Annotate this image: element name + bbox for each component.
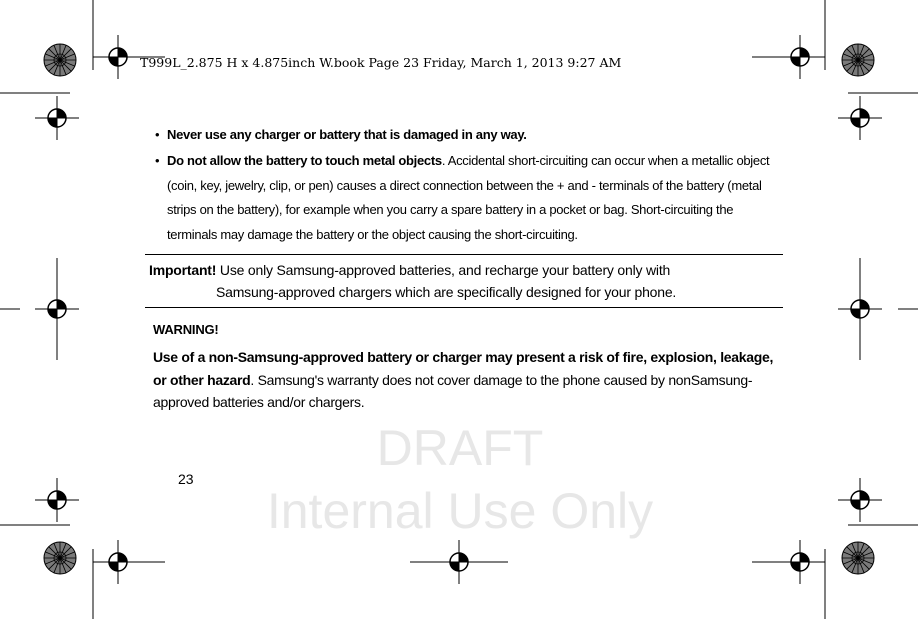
warning-title: WARNING!: [153, 322, 219, 337]
warning-body: [153, 346, 788, 414]
important-note: [149, 259, 789, 303]
bullet-bold-text: Do not allow the battery to touch metal objects: [167, 153, 442, 168]
divider-top: [145, 254, 783, 255]
bullet-item: [155, 123, 785, 148]
bullet-dot-icon: •: [155, 127, 160, 142]
bullet-dot-icon: •: [155, 153, 160, 168]
bullet-text: . Accidental short-circuiting can occur when a metallic object (coin, key, jewelry, clip, or pen) causes a direct connection between the + and - terminals of the battery (metal strips on the battery), for example when you carry a spare battery in a pocket or bag. Short-circuiting the terminals may damage the battery or the object causing the short-circuiting.: [167, 153, 770, 242]
important-line1: Use only Samsung-approved batteries, and recharge your battery only with: [216, 262, 671, 278]
page-number: 23: [178, 471, 194, 487]
bullet-item: [155, 149, 785, 247]
book-header: T999L_2.875 H x 4.875inch W.book Page 23 Friday, March 1, 2013 9:27 AM: [140, 55, 622, 70]
important-line2: Samsung-approved chargers which are specifically designed for your phone.: [216, 284, 677, 300]
divider-bottom: [145, 307, 783, 308]
watermark-draft: DRAFT: [376, 420, 544, 476]
bullet-bold-text: Never use any charger or battery that is damaged in any way.: [167, 127, 527, 142]
watermark-internal-use: Internal Use Only: [266, 483, 654, 539]
warning-text: . Samsung's warranty does not cover damage to the phone caused by nonSamsung-approved batteries and/or chargers.: [153, 371, 753, 410]
warning-bold-text: Use of a non-Samsung-approved battery or charger may present a risk of fire, explosion, leakage, or other hazard: [153, 349, 774, 388]
important-label: Important!: [149, 262, 217, 278]
